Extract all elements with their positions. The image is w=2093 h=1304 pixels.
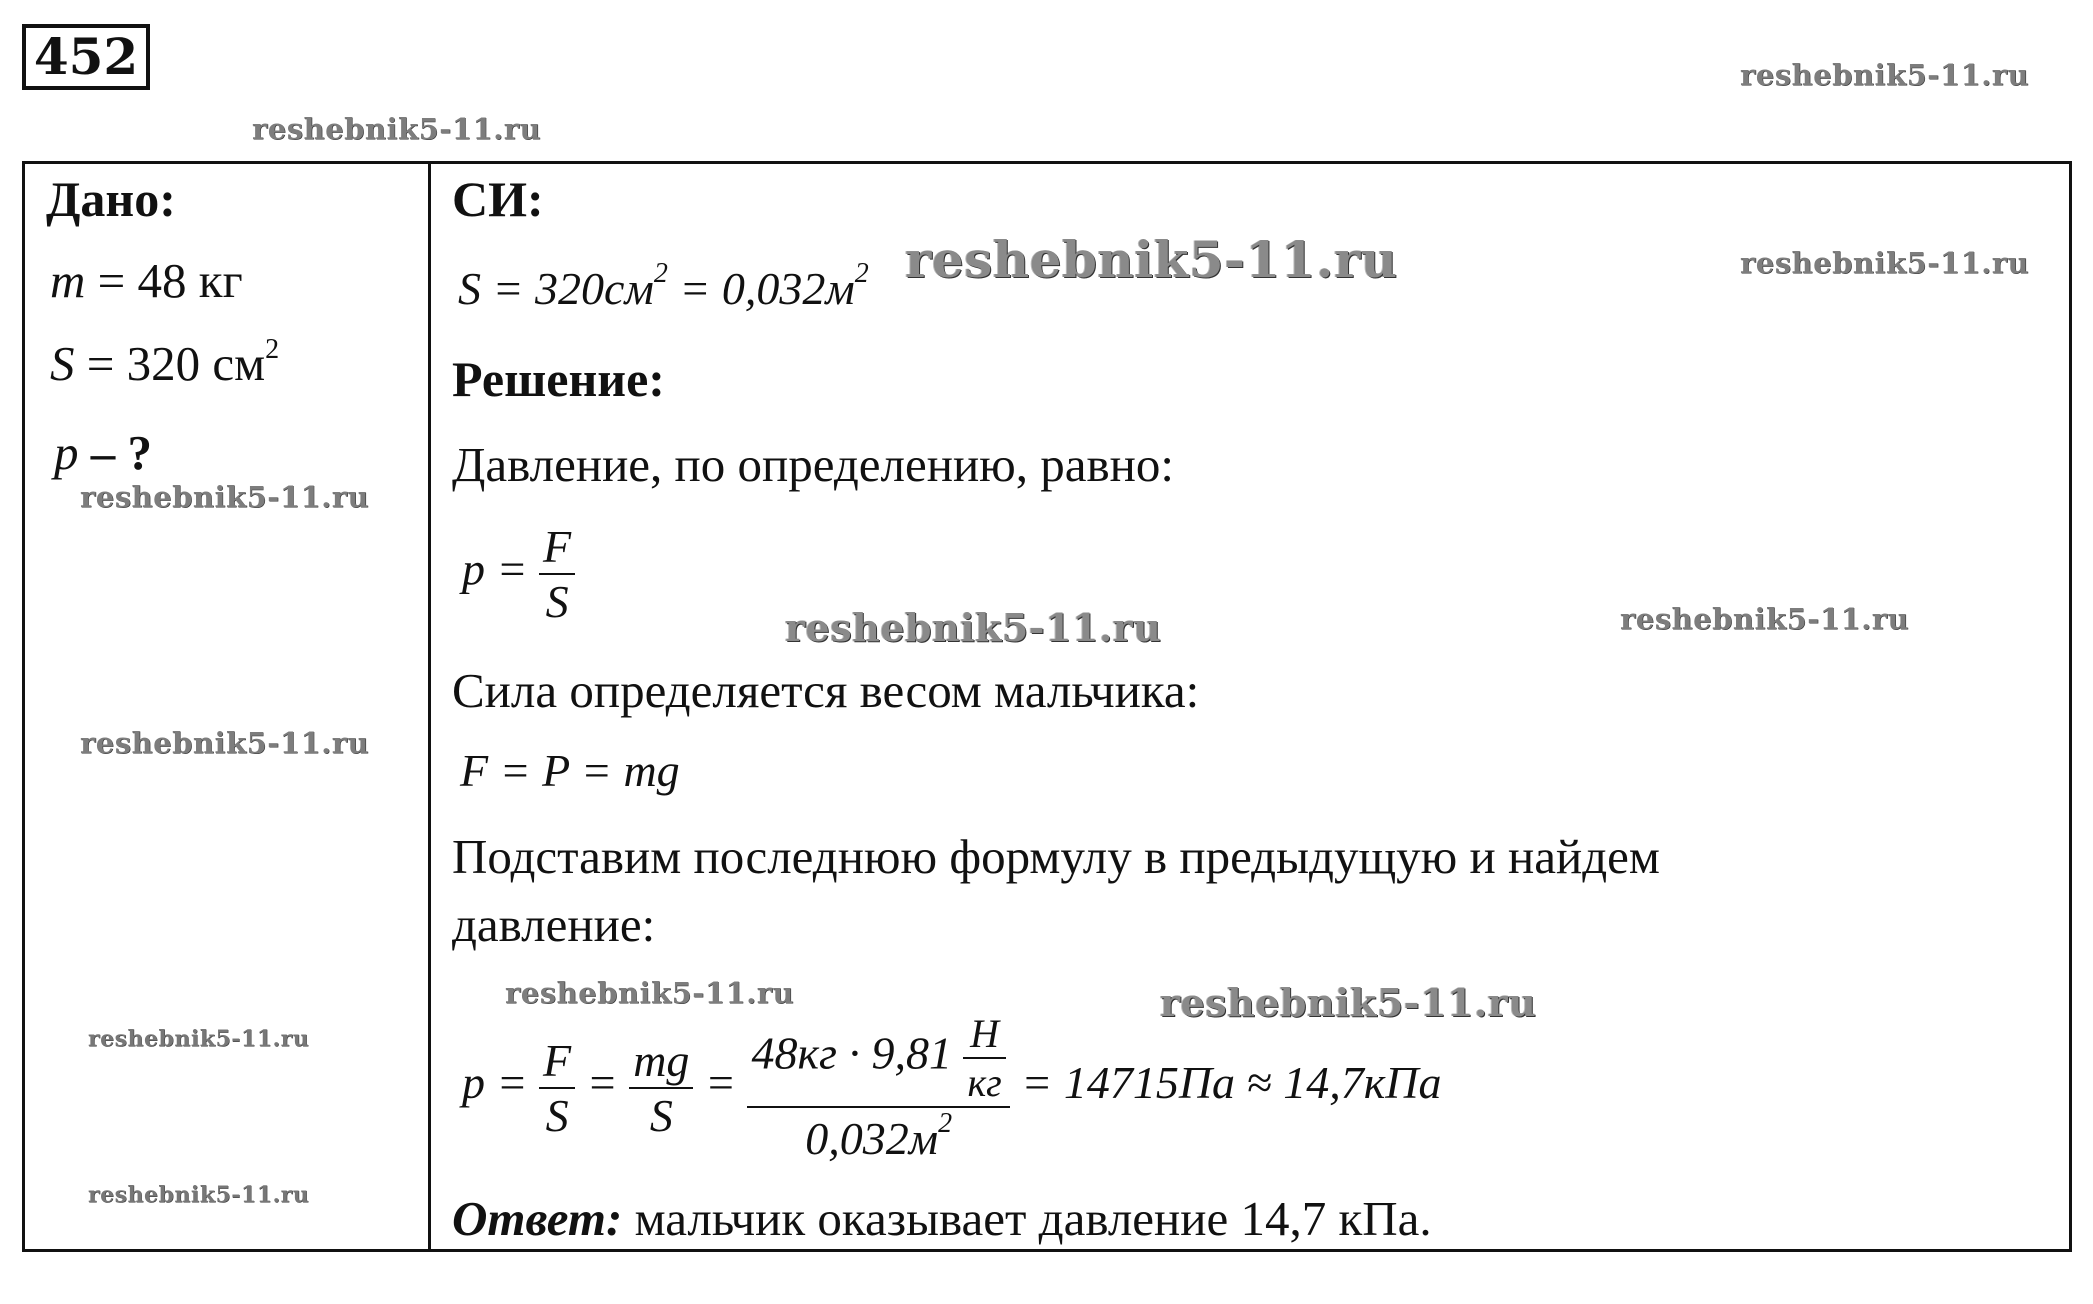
- watermark: reshebnik5-11.ru: [1620, 602, 1910, 636]
- watermark: reshebnik5-11.ru: [1740, 58, 2030, 92]
- given-area: S = 320 $см^2$: [50, 334, 280, 391]
- si-heading: СИ:: [452, 171, 544, 227]
- watermark: reshebnik5-11.ru: [1740, 246, 2030, 280]
- formula-force-weight: F = P = mg: [460, 745, 680, 796]
- watermark: reshebnik5-11.ru: [505, 976, 795, 1010]
- watermark: reshebnik5-11.ru: [785, 605, 1162, 650]
- solution-text-3b: давление:: [452, 897, 656, 952]
- watermark: reshebnik5-11.ru: [88, 1182, 310, 1208]
- answer: Ответ: мальчик оказывает давление 14,7 кПа.: [452, 1191, 1432, 1246]
- solution-heading: Решение:: [452, 351, 665, 407]
- solution-text-1: Давление, по определению, равно:: [452, 437, 1175, 492]
- solution-text-2: Сила определяется весом мальчика:: [452, 663, 1200, 718]
- given-pressure-unknown: p – ?: [54, 425, 152, 480]
- given-mass: m = 48 кг: [50, 253, 243, 308]
- given-heading: Дано:: [46, 171, 176, 227]
- solution-text-3a: Подставим последнюю формулу в предыдущую и найдем: [452, 829, 1660, 884]
- watermark: reshebnik5-11.ru: [80, 480, 370, 514]
- formula-pressure-definition: p = $\frac{F}{S}$: [462, 520, 575, 628]
- watermark: reshebnik5-11.ru: [252, 112, 542, 146]
- watermark: reshebnik5-11.ru: [80, 726, 370, 760]
- watermark: reshebnik5-11.ru: [88, 1026, 310, 1052]
- watermark: reshebnik5-11.ru: [1160, 980, 1537, 1025]
- problem-number: 452: [22, 24, 150, 90]
- formula-pressure-calculation: p = $\frac{F}{S}$ = $\frac{mg}{S}$ = 48кг · 9,81 $\frac{Н}{кг}$ $0,032м^2$ = 14715Па ≈ 14,7кПа: [462, 1011, 1442, 1164]
- watermark: reshebnik5-11.ru: [905, 230, 1398, 289]
- si-conversion: $S = 320см^2 = 0,032м^2$: [458, 258, 869, 314]
- column-divider: [428, 161, 431, 1252]
